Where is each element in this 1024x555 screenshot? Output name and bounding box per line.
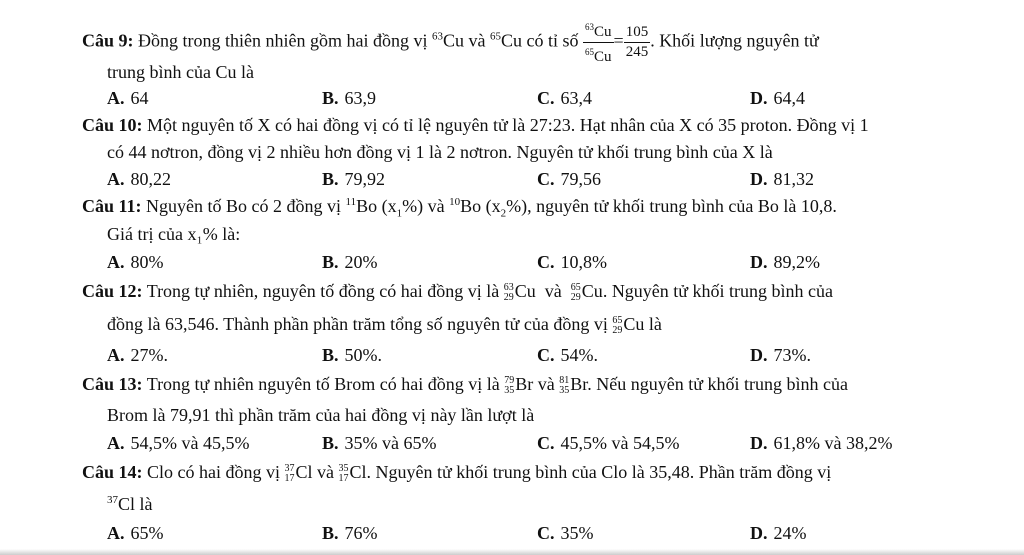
nuclide-notation xyxy=(571,283,581,303)
conjunction: và xyxy=(537,374,555,394)
option-b[interactable] xyxy=(322,523,378,544)
option-letter: A. xyxy=(107,345,125,365)
option-text: 20% xyxy=(344,252,378,272)
option-letter: B. xyxy=(322,88,339,108)
question-label: Câu 9: xyxy=(82,30,134,51)
isotope-symbol: Cu xyxy=(623,314,645,334)
question-text: . Nguyên tử khối trung bình của xyxy=(602,281,834,301)
option-d[interactable] xyxy=(750,88,805,109)
option-text: 63,9 xyxy=(344,88,377,108)
option-letter: D. xyxy=(750,523,768,543)
option-text: 54,5% và 45,5% xyxy=(130,433,250,453)
atomic-number: 17 xyxy=(338,472,349,484)
question-text-cont xyxy=(107,494,153,515)
question-label: Câu 10: xyxy=(82,115,143,135)
question-text: Clo có hai đồng vị xyxy=(147,462,281,482)
question-label: Câu 12: xyxy=(82,281,143,301)
option-text: 24% xyxy=(773,523,807,543)
option-text: 54%. xyxy=(560,345,598,365)
option-letter: C. xyxy=(537,433,555,453)
option-text: 73%. xyxy=(773,345,811,365)
option-c[interactable] xyxy=(537,169,601,190)
option-b[interactable] xyxy=(322,252,378,273)
question-13 xyxy=(82,374,996,396)
mass-number: 35 xyxy=(338,462,349,474)
atomic-number: 17 xyxy=(284,472,295,484)
option-letter: D. xyxy=(750,169,768,189)
isotope-ratio-fraction xyxy=(583,18,614,67)
conjunction: và xyxy=(427,196,445,216)
question-label: Câu 11: xyxy=(82,196,142,216)
option-d[interactable] xyxy=(750,345,811,366)
option-letter: B. xyxy=(322,252,339,272)
option-letter: A. xyxy=(107,169,125,189)
option-text: 80,22 xyxy=(130,169,171,189)
isotope-mass: 37 xyxy=(107,494,118,506)
option-text: 10,8% xyxy=(560,252,607,272)
conjunction: và xyxy=(544,281,562,301)
question-text: Nguyên tử khối trung bình của Clo là 35,48. Phần trăm đồng vị xyxy=(375,462,832,482)
option-letter: A. xyxy=(107,88,125,108)
ratio-denominator: 245 xyxy=(625,44,649,60)
option-text: 35% và 65% xyxy=(344,433,437,453)
option-letter: C. xyxy=(537,345,555,365)
option-a[interactable] xyxy=(107,169,171,190)
isotope-symbol: Br xyxy=(515,374,534,394)
nuclide-notation xyxy=(504,283,514,303)
variable-subscript: 1 xyxy=(396,207,403,220)
question-12 xyxy=(82,281,996,303)
question-text: Đồng trong thiên nhiên gồm hai đồng vị xyxy=(138,30,428,51)
isotope-symbol: Cu xyxy=(514,281,536,301)
option-c[interactable] xyxy=(537,252,607,273)
variable-subscript: 2 xyxy=(500,207,507,220)
option-a[interactable] xyxy=(107,345,168,366)
option-text: 50%. xyxy=(344,345,383,365)
option-letter: D. xyxy=(750,88,768,108)
question-11 xyxy=(82,196,996,220)
option-text: 45,5% và 54,5% xyxy=(560,433,680,453)
isotope-symbol: Cl là xyxy=(118,494,153,514)
option-letter: C. xyxy=(537,523,555,543)
conjunction: và xyxy=(468,30,486,51)
fraction-num-mass: 63 xyxy=(585,22,595,32)
isotope-symbol: Bo (x xyxy=(460,196,501,216)
option-d[interactable] xyxy=(750,252,820,273)
question-text: . Khối lượng nguyên tử xyxy=(650,30,819,51)
question-text: là xyxy=(648,314,662,334)
question-text-cont xyxy=(107,314,662,336)
isotope-mass: 65 xyxy=(490,30,501,43)
question-text: Một nguyên tố X có hai đồng vị có tỉ lệ nguyên tử là 27:23. Hạt nhân của X có 35 proton. Đồng vị 1 xyxy=(147,115,869,135)
option-text: 64 xyxy=(130,88,149,108)
option-letter: D. xyxy=(750,252,768,272)
conjunction: và xyxy=(317,462,335,482)
ratio-numerator: 105 xyxy=(624,23,651,43)
isotope-symbol: Bo (x xyxy=(356,196,397,216)
option-letter: C. xyxy=(537,88,555,108)
question-9: Câu 9: Đồng trong thiên nhiên gồm hai đồng vị $^{63}$Cu và $^{65}$Cu có tỉ số $\frac{^{63}Cu}{^{65}Cu}$ = $\frac{105}{245}$ . Khối lượng nguyên tử xyxy=(82,18,996,67)
question-10 xyxy=(82,115,996,136)
option-text: 27%. xyxy=(130,345,168,365)
option-d[interactable] xyxy=(750,169,814,190)
question-text: đồng là 63,546. Thành phần phần trăm tổng số nguyên tử của đồng vị xyxy=(107,314,608,334)
option-letter: A. xyxy=(107,433,125,453)
nuclide-notation xyxy=(559,376,569,396)
question-text: nguyên tử khối trung bình của Bo là 10,8. xyxy=(536,196,837,216)
option-letter: B. xyxy=(322,433,339,453)
mass-number: 65 xyxy=(612,314,623,326)
option-letter: B. xyxy=(322,523,339,543)
question-text-cont: trung bình của Cu là xyxy=(107,62,254,82)
option-letter: B. xyxy=(322,345,339,365)
option-letter: D. xyxy=(750,433,768,453)
nuclide-notation xyxy=(339,464,349,484)
isotope-mass: 11 xyxy=(345,196,357,208)
isotope-symbol: Cl. xyxy=(349,462,372,482)
question-text: Nguyên tố Bo có 2 đồng vị xyxy=(146,196,342,216)
question-text-cont: Giá trị của x₁% là: xyxy=(107,224,241,244)
nuclide-notation xyxy=(285,464,295,484)
option-letter: D. xyxy=(750,345,768,365)
atomic-number: 29 xyxy=(503,291,514,303)
option-b[interactable] xyxy=(322,433,437,454)
atomic-number: 29 xyxy=(570,291,581,303)
fraction-den-mass: 65 xyxy=(585,47,595,57)
option-d[interactable] xyxy=(750,433,892,454)
option-c[interactable] xyxy=(537,345,598,366)
option-letter: A. xyxy=(107,523,125,543)
option-text: 65% xyxy=(130,523,164,543)
isotope-symbol: Br xyxy=(570,374,588,394)
option-letter: C. xyxy=(537,252,555,272)
option-b[interactable] xyxy=(322,169,385,190)
question-text: Trong tự nhiên nguyên tố Brom có hai đồng vị là xyxy=(146,374,500,394)
option-text: 79,92 xyxy=(344,169,386,189)
isotope-symbol: Cl xyxy=(295,462,313,482)
question-14 xyxy=(82,462,996,484)
fraction-num-symbol: Cu xyxy=(594,24,612,40)
mass-number: 37 xyxy=(284,462,295,474)
atomic-number: 35 xyxy=(559,384,570,396)
question-text-cont: có 44 nơtron, đồng vị 2 nhiều hơn đồng vị 1 là 2 nơtron. Nguyên tử khối trung bình của X là xyxy=(107,142,773,162)
option-text: 63,4 xyxy=(560,88,592,108)
question-text-cont: Brom là 79,91 thì phần trăm của hai đồng vị này lần lượt là xyxy=(107,405,535,425)
atomic-number: 35 xyxy=(504,384,515,396)
question-text: Trong tự nhiên, nguyên tố đồng có hai đồng vị là xyxy=(146,281,500,301)
question-label: Câu 13: xyxy=(82,374,143,394)
ratio-value-fraction xyxy=(624,23,651,62)
option-a[interactable] xyxy=(107,433,249,454)
option-c[interactable] xyxy=(537,433,679,454)
option-b[interactable] xyxy=(322,345,382,366)
option-text: 89,2% xyxy=(773,252,820,272)
question-label: Câu 14: xyxy=(82,462,143,482)
option-text: 80% xyxy=(130,252,164,272)
fraction-den-symbol: Cu xyxy=(594,49,612,65)
option-a[interactable] xyxy=(107,252,164,273)
option-text: 76% xyxy=(344,523,378,543)
isotope-mass: 63 xyxy=(431,30,443,43)
nuclide-notation xyxy=(504,376,514,396)
option-text: 79,56 xyxy=(560,169,601,189)
option-d[interactable] xyxy=(750,523,807,544)
mass-number: 79 xyxy=(504,374,515,386)
option-text: 61,8% và 38,2% xyxy=(773,433,893,453)
option-text: 64,4 xyxy=(773,88,805,108)
atomic-number: 29 xyxy=(612,324,623,336)
option-text: 81,32 xyxy=(773,169,814,189)
option-letter: B. xyxy=(322,169,339,189)
question-text: . Nếu nguyên tử khối trung bình của xyxy=(587,374,849,394)
isotope-symbol: Cu xyxy=(581,281,603,301)
option-letter: C. xyxy=(537,169,555,189)
option-b[interactable] xyxy=(322,88,376,109)
isotope-mass: 10 xyxy=(449,196,461,208)
option-a[interactable] xyxy=(107,88,149,109)
mass-number: 81 xyxy=(559,374,570,386)
option-letter: A. xyxy=(107,252,125,272)
question-text: có tỉ số xyxy=(526,30,579,51)
question-text: %) xyxy=(402,196,424,216)
option-c[interactable] xyxy=(537,523,594,544)
nuclide-notation xyxy=(612,316,622,336)
question-text: %), xyxy=(506,196,532,216)
mass-number: 63 xyxy=(503,281,514,293)
option-a[interactable] xyxy=(107,523,164,544)
isotope-symbol: Cu xyxy=(442,30,464,51)
mass-number: 65 xyxy=(570,281,581,293)
option-c[interactable] xyxy=(537,88,592,109)
isotope-symbol: Cu xyxy=(501,30,523,51)
option-text: 35% xyxy=(560,523,594,543)
page-cut-edge xyxy=(0,549,1024,555)
